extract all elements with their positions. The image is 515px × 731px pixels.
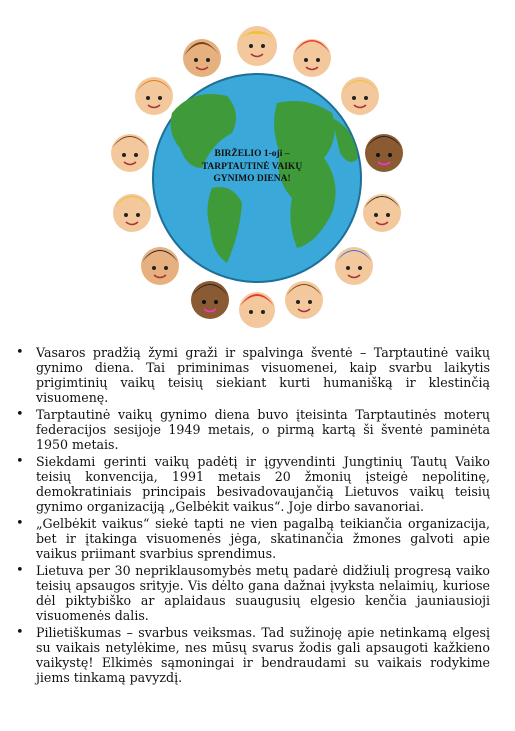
poster-title-line-2: TARPTAUTINĖ VAIKŲ	[201, 161, 303, 172]
bullet-item: • Lietuva per 30 nepriklausomybės metų padarė didžiulį progresą vaiko teisių apsaugos srityje. Vis dėlto gana dažnai įvyksta nelaimių, kuriose dėl piktybiško ar aplaidaus suaugusių elgesio kenčia jauniausioji visuomenės dalis.	[14, 563, 490, 623]
bullet-item: • Vasaros pradžią žymi graži ir spalvinga šventė – Tarptautinė vaikų gynimo diena. Tai priminimas visuomenei, kaip svarbu laikytis prigimtinių vaikų teisių siekiant kurti humanišką ir klestinčią visuomenę.	[14, 345, 490, 405]
poster-title-line-1: BIRŽELIO 1-oji –	[214, 149, 290, 159]
bullet-item: • Siekdami gerinti vaikų padėtį ir įgyvendinti Jungtinių Tautų Vaiko teisių konvencija, 1991 metais 20 žmonių įsteigė nepolitinę, demokratiniais principais besivadovaujančią Lietuvos vaikų teisių gynimo organizaciją „Gelbėkit vaikus“. Joje dirbo savanoriai.	[14, 454, 490, 514]
poster-title	[196, 148, 308, 186]
poster-title-line-3: GYNIMO DIENA!	[213, 174, 291, 184]
bullet-list	[14, 345, 490, 687]
bullet-item: • Tarptautinė vaikų gynimo diena buvo įteisinta Tarptautinės moterų federacijos sesijoje 1949 metais, o pirmą kartą ši šventė paminėta 1950 metais.	[14, 407, 490, 452]
bullet-item: • Pilietiškumas – svarbus veiksmas. Tad sužinoję apie netinkamą elgesį su vaikais netylėkime, nes mūsų svarus žodis gali apsaugoti kažkieno vaikystę! Elkimės sąmoningai ir bendraudami su vaikais rodykime jiems tinkamą pavyzdį.	[14, 625, 490, 685]
bullet-item: • „Gelbėkit vaikus“ siekė tapti ne vien pagalbą teikiančia organizacija, bet ir įtakinga visuomenės jėga, skatinančia žmones galvoti apie vaikus priimant svarbius sprendimus.	[14, 516, 490, 561]
